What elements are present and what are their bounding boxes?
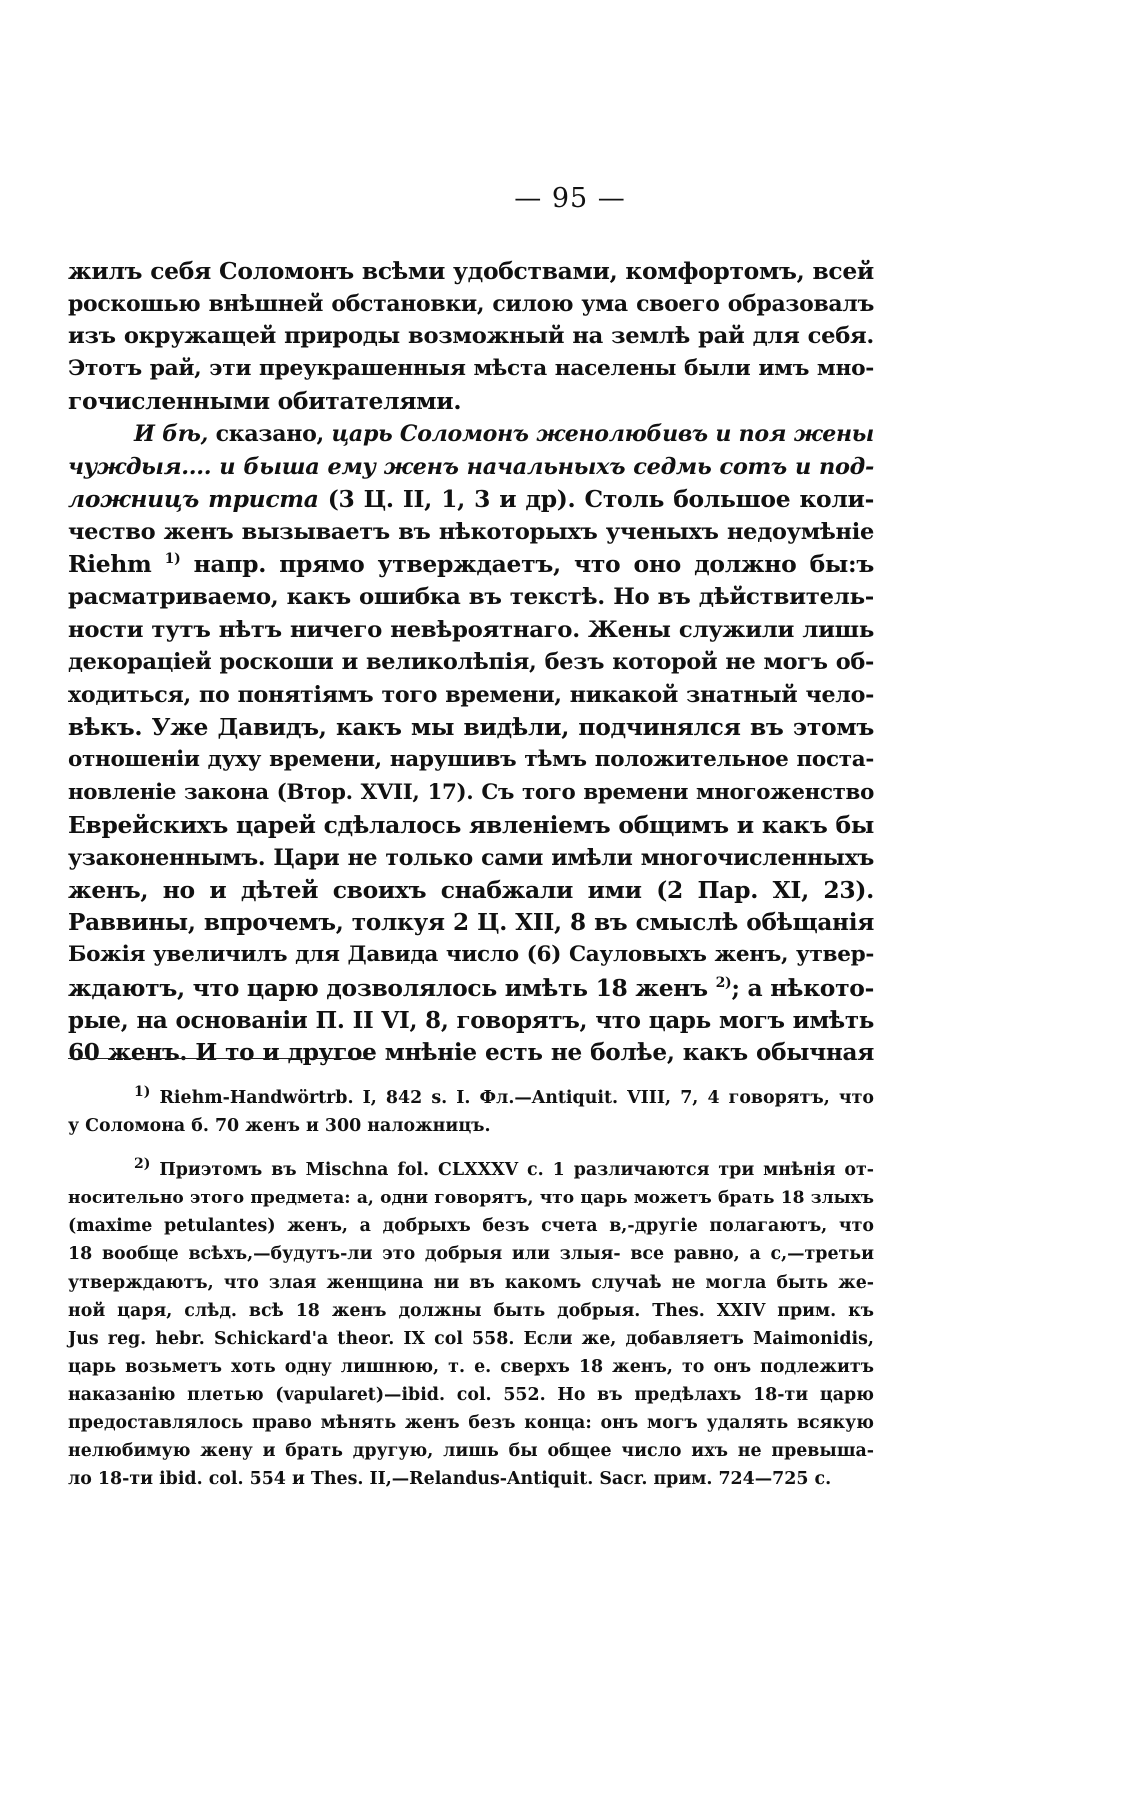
text-line: рые, на основаніи П. II VI, 8, говорятъ, что царь могъ имѣть <box>68 1006 874 1034</box>
page-number: — 95 — <box>514 183 626 214</box>
footnote-line: нелюбимую жену и брать другую, лишь бы общее число ихъ не превыша- <box>68 1441 874 1462</box>
quote-italic: ложницъ триста <box>68 485 319 514</box>
footnote-line: ло 18-ти ibid. col. 554 и Thes. II,—Relandus-Antiquit. Sacr. прим. 724—725 с. <box>68 1469 832 1490</box>
footnote-line: ной царя, слѣд. всѣ 18 женъ должны быть добрыя. Thes. XXIV прим. къ <box>68 1300 874 1321</box>
text-line: жилъ себя Соломонъ всѣми удобствами, комфортомъ, всей <box>68 257 874 285</box>
text-line: ности тутъ нѣтъ ничего невѣроятнаго. Жены служили лишь <box>68 616 874 643</box>
footnote-line: наказанію плетью (vapularet)—ibid. col. 552. Но въ предѣлахъ 18-ти царю <box>68 1384 874 1405</box>
footnote-line: 18 вообще всѣхъ,—будутъ-ли это добрыя или злыя- все равно, а с,—третьи <box>68 1244 874 1265</box>
footnote-line <box>68 1156 874 1184</box>
text-fragment: Приэтомъ въ Mischna fol. CLXXXV c. 1 различаются три мнѣнія от- <box>159 1160 874 1181</box>
text-line: Раввины, впрочемъ, толкуя 2 Ц. XII, 8 въ смыслѣ обѣщанія <box>68 908 874 936</box>
footnote-ref: 1) <box>164 551 181 568</box>
text-line: женъ, но и дѣтей своихъ снабжали ими (2 Пар. XI, 23). <box>68 876 874 905</box>
footnotes <box>68 1084 874 1509</box>
footnote-2 <box>68 1156 874 1493</box>
quote-italic: царь Соломонъ женолюбивъ и поя жены <box>331 420 874 447</box>
text-line: отношеніи духу времени, нарушивъ тѣмъ положительное поста- <box>68 746 874 772</box>
footnote-line: носительно этого предмета: а, одни говорятъ, что царь можетъ брать 18 злыхъ <box>68 1188 874 1209</box>
text-line <box>68 972 874 1005</box>
footnote-line: царь возьметъ хоть одну лишнюю, т. е. сверхъ 18 женъ, то онъ подлежитъ <box>68 1356 874 1377</box>
footnote-divider <box>68 1058 374 1059</box>
footnote-line: у Соломона б. 70 женъ и 300 наложницъ. <box>68 1116 491 1137</box>
quote-italic: чуждыя.... и быша ему женъ начальныхъ седмь сотъ и под- <box>68 453 874 480</box>
footnote-marker: 1) <box>134 1084 151 1101</box>
text-line: расматриваемо, какъ ошибка въ текстѣ. Но въ дѣйствитель- <box>68 583 874 610</box>
footnote-ref: 2) <box>715 975 732 992</box>
text-line <box>68 483 874 516</box>
text-fragment: ; а нѣкото- <box>731 974 875 1003</box>
text-fragment: Riehm-Handwörtrb. I, 842 s. I. Фл.—Antiquit. VIII, 7, 4 говорятъ, что <box>159 1088 874 1108</box>
footnote-marker: 2) <box>134 1156 151 1173</box>
text-fragment: сказано, <box>208 420 332 447</box>
text-line: Еврейскихъ царей сдѣлалось явленіемъ общимъ и какъ бы <box>68 811 874 840</box>
footnote-line: (maxime petulantes) женъ, а добрыхъ безъ счета в,-другіе полагаютъ, что <box>68 1216 874 1237</box>
text-line: вѣкъ. Уже Давидъ, какъ мы видѣли, подчинялся въ этомъ <box>68 713 874 742</box>
text-line <box>68 418 874 451</box>
text-line: ходиться, по понятіямъ того времени, никакой знатный чело- <box>68 681 874 708</box>
text-line: чество женъ вызываетъ въ нѣкоторыхъ ученыхъ недоумѣніе <box>68 518 874 545</box>
footnote-line: утверждаютъ, что злая женщина ни въ какомъ случаѣ не могла быть же- <box>68 1272 874 1293</box>
text-line: гочисленными обитателями. <box>68 387 462 416</box>
text-line: Этотъ рай, эти преукрашенныя мѣста населены были имъ мно- <box>68 355 874 381</box>
text-line <box>68 451 874 484</box>
text-fragment: Riehm <box>68 550 165 579</box>
main-text <box>68 255 874 1070</box>
quote-italic: И бѣ, <box>134 420 209 447</box>
footnote-1 <box>68 1084 874 1140</box>
footnote-line <box>68 1084 874 1112</box>
text-line: декораціей роскоши и великолѣпія, безъ которой не могъ об- <box>68 649 874 676</box>
footnote-line: предоставлялось право мѣнять женъ безъ конца: онъ могъ удалять всякую <box>68 1413 874 1434</box>
text-fragment: напр. прямо утверждаетъ, что оно должно бы:ъ <box>180 550 874 579</box>
text-line: роскошью внѣшней обстановки, силою ума своего образовалъ <box>68 290 874 317</box>
text-line: Божія увеличилъ для Давида число (6) Сауловыхъ женъ, утвер- <box>68 942 874 968</box>
text-line: 60 женъ. И то и другое мнѣніе есть не болѣе, какъ обычная <box>68 1039 874 1067</box>
footnote-line: Jus reg. hebr. Schickard'a theor. IX col 558. Если же, добавляетъ Maimonidis, <box>68 1328 874 1349</box>
text-line: новленіе закона (Втор. XVII, 17). Съ того времени многоженство <box>68 779 874 805</box>
text-line: изъ окружащей природы возможный на землѣ рай для себя. <box>68 323 874 350</box>
text-fragment: (3 Ц. II, 1, 3 и др). Столь большое коли- <box>318 485 874 514</box>
text-line: узаконеннымъ. Цари не только сами имѣли многочисленныхъ <box>68 844 874 871</box>
text-line <box>68 548 874 581</box>
text-fragment: ждаютъ, что царю дозволялось имѣть 18 женъ <box>68 974 716 1003</box>
